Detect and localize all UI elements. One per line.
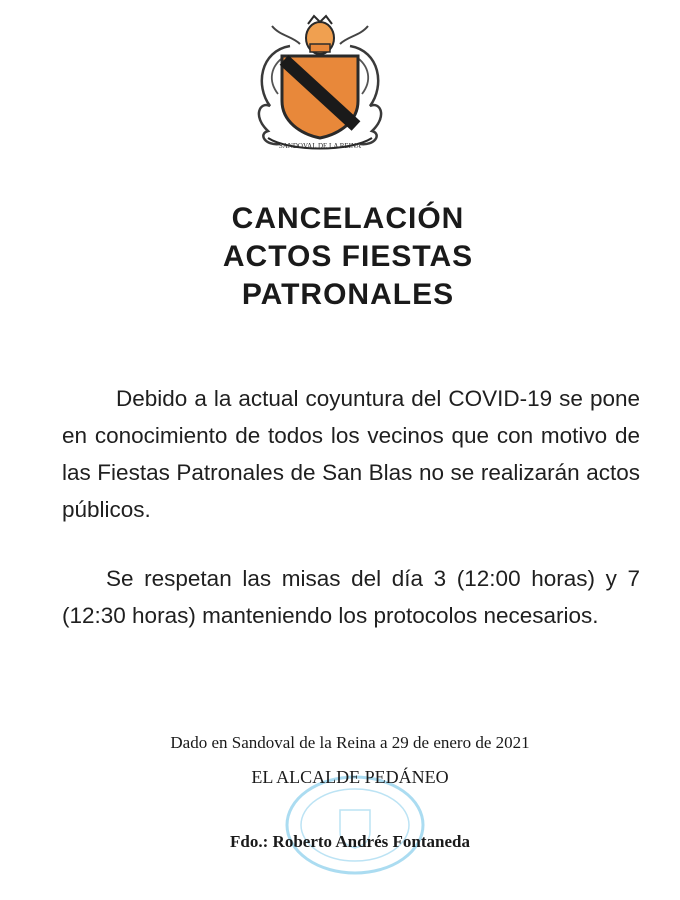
- crest-motto: SANDOVAL DE LA REINA: [278, 142, 362, 150]
- title-line-1: CANCELACIÓN: [231, 202, 465, 235]
- signer-role: EL ALCALDE PEDÁNEO: [251, 767, 449, 787]
- issue-date-line: Dado en Sandoval de la Reina a 29 de enero de 2021: [170, 733, 530, 752]
- page-title: [0, 200, 680, 314]
- title-line-2: ACTOS FIESTAS: [222, 240, 474, 273]
- announcement-paragraph-1: Debido a la actual coyuntura del COVID-19 se pone en conocimiento de todos los vecinos que con motivo de las Fiestas Patronales de San Blas no se realizarán actos públicos.: [62, 386, 640, 522]
- announcement-paragraph-2: Se respetan las misas del día 3 (12:00 horas) y 7 (12:30 horas) manteniendo los protocolos necesarios.: [62, 566, 640, 628]
- title-line-3: PATRONALES: [241, 278, 455, 311]
- signature-line: Fdo.: Roberto Andrés Fontaneda: [230, 832, 470, 851]
- coat-of-arms-icon: [250, 6, 390, 156]
